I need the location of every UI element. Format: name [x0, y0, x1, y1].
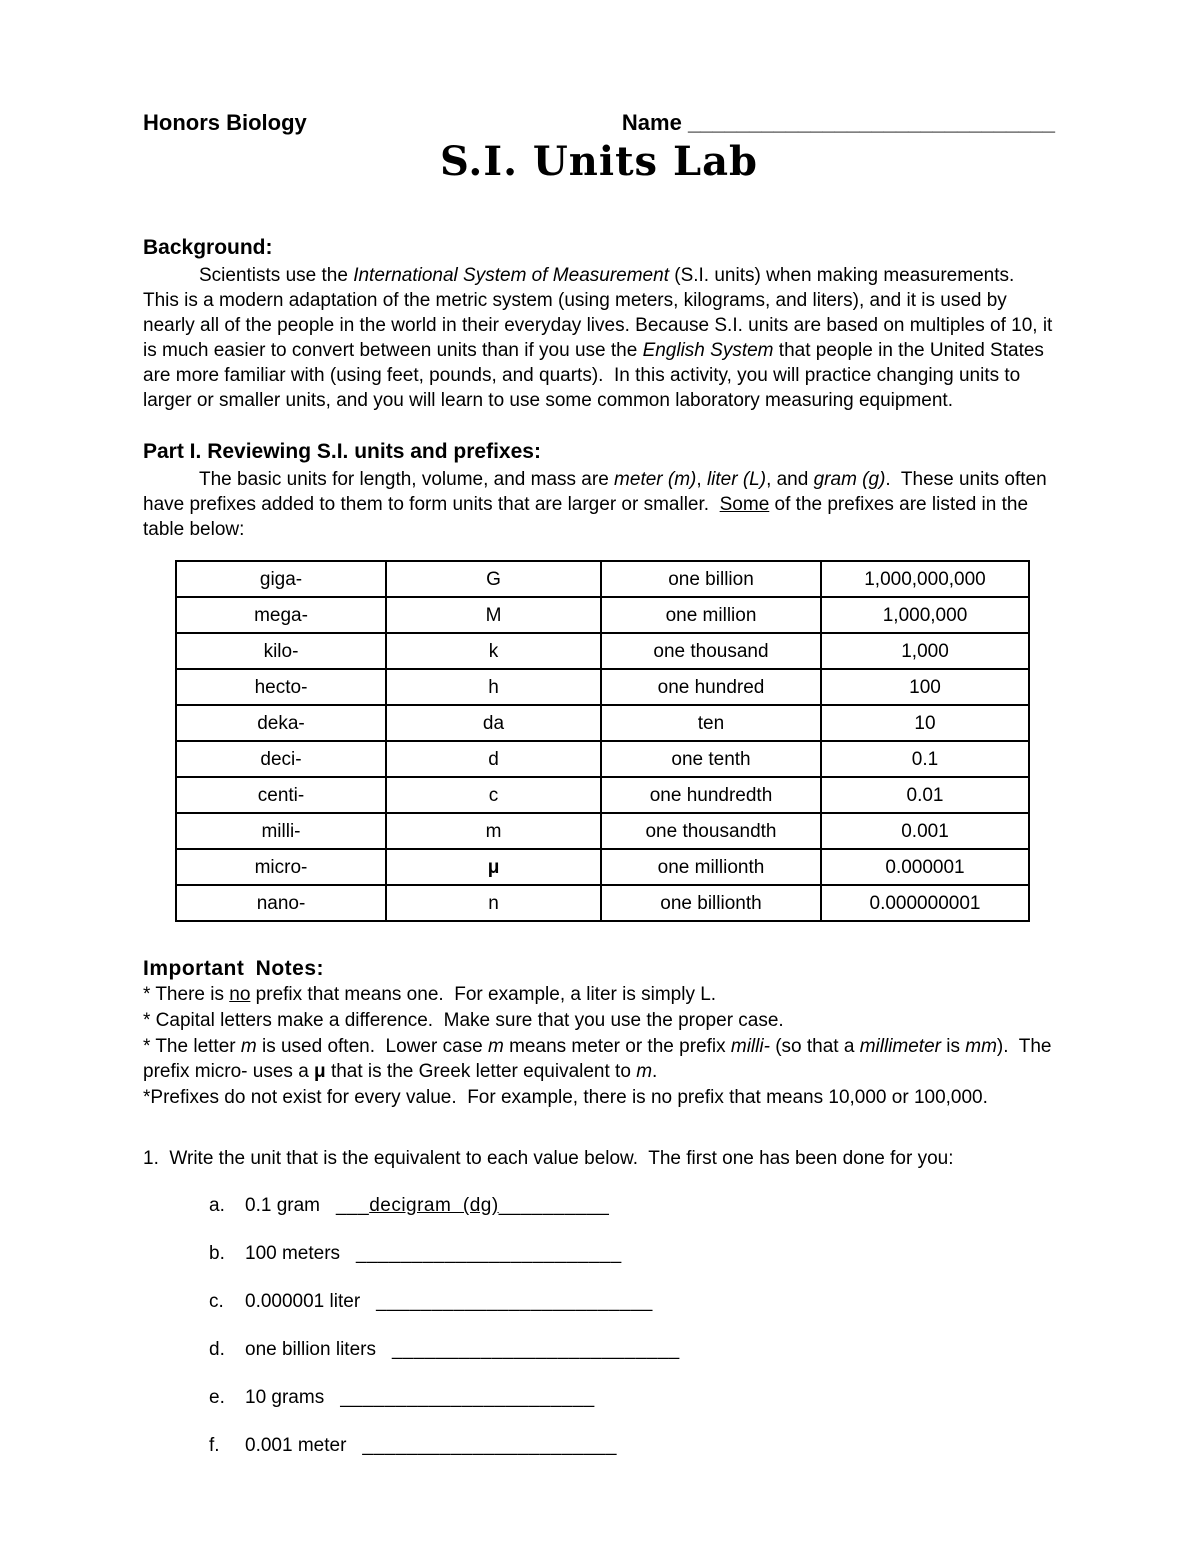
- cell-value: 0.000001: [821, 849, 1029, 885]
- question1-item-f: [143, 1433, 1055, 1458]
- prefix-row-nano: [176, 885, 1029, 921]
- course-label: Honors Biology: [143, 110, 307, 135]
- cell-prefix: nano-: [176, 885, 386, 921]
- prefix-table: [175, 560, 1030, 922]
- note-line-3: * The letter m is used often. Lower case m means meter or the prefix milli- (so that a millimeter is mm). The prefix micro- uses a μ that is the Greek letter equivalent to m.: [143, 1036, 1057, 1082]
- name-blank-line: ______________________________: [687, 110, 1055, 135]
- cell-prefix: deka-: [176, 705, 386, 741]
- cell-prefix: giga-: [176, 561, 386, 597]
- part1-intro-paragraph: The basic units for length, volume, and mass are meter (m), liter (L), and gram (g). These units often have prefixes added to them to form units that are larger or smaller. Some of the prefixes are listed in the table below:: [143, 469, 1052, 540]
- cell-word: one thousand: [601, 633, 821, 669]
- item-letter: f.: [209, 1435, 220, 1456]
- question1-prompt: 1. Write the unit that is the equivalent to each value below. The first one has been done for you:: [143, 1148, 954, 1169]
- item-answer-blank: ___decigram (dg)__________: [335, 1195, 610, 1216]
- note-line-1: * There is no prefix that means one. For example, a liter is simply L.: [143, 984, 717, 1005]
- item-answer-blank: _______________________: [340, 1387, 595, 1408]
- item-value: 100 meters: [245, 1243, 341, 1264]
- item-letter: b.: [209, 1243, 225, 1264]
- item-value: one billion liters: [245, 1339, 376, 1360]
- prefix-row-deka: [176, 705, 1029, 741]
- important-notes-heading: Important Notes:: [143, 957, 324, 980]
- cell-word: ten: [601, 705, 821, 741]
- cell-value: 1,000,000,000: [821, 561, 1029, 597]
- item-answer-blank: _________________________: [376, 1291, 653, 1312]
- question1-item-b: [143, 1241, 1055, 1266]
- prefix-row-milli: [176, 813, 1029, 849]
- prefix-row-hecto: [176, 669, 1029, 705]
- cell-symbol: M: [386, 597, 601, 633]
- page-header: [143, 110, 1055, 135]
- cell-value: 10: [821, 705, 1029, 741]
- prefix-row-micro: [176, 849, 1029, 885]
- cell-word: one hundredth: [601, 777, 821, 813]
- cell-word: one hundred: [601, 669, 821, 705]
- cell-value: 1,000,000: [821, 597, 1029, 633]
- cell-symbol: m: [386, 813, 601, 849]
- cell-value: 0.1: [821, 741, 1029, 777]
- cell-value: 0.000000001: [821, 885, 1029, 921]
- cell-symbol: n: [386, 885, 601, 921]
- cell-symbol: da: [386, 705, 601, 741]
- cell-word: one tenth: [601, 741, 821, 777]
- question1-item-e: [143, 1385, 1055, 1410]
- cell-prefix: hecto-: [176, 669, 386, 705]
- prefix-row-giga: [176, 561, 1029, 597]
- prefix-row-centi: [176, 777, 1029, 813]
- cell-prefix: micro-: [176, 849, 386, 885]
- item-value: 0.001 meter: [245, 1435, 347, 1456]
- cell-prefix: milli-: [176, 813, 386, 849]
- item-letter: a.: [209, 1195, 225, 1216]
- cell-value: 0.001: [821, 813, 1029, 849]
- background-paragraph: Scientists use the International System of Measurement (S.I. units) when making measurements. This is a modern adaptation of the metric system (using meters, kilograms, and liters), and it is used by nearly all of the people in the world in their everyday lives. Because S.I. units are based on multiples of 10, it is much easier to convert between units than if you use the English System that people in the United States are more familiar with (using feet, pounds, and quarts). In this activity, you will practice changing units to larger or smaller units, and you will learn to use some common laboratory measuring equipment.: [143, 265, 1058, 411]
- cell-word: one billionth: [601, 885, 821, 921]
- item-letter: e.: [209, 1387, 225, 1408]
- question1-item-c: [143, 1289, 1055, 1314]
- page-title: S.I. Units Lab: [439, 138, 759, 185]
- cell-word: one million: [601, 597, 821, 633]
- cell-prefix: mega-: [176, 597, 386, 633]
- cell-value: 0.01: [821, 777, 1029, 813]
- cell-symbol: h: [386, 669, 601, 705]
- part1-heading: Part I. Reviewing S.I. units and prefixes:: [143, 440, 541, 463]
- cell-word: one millionth: [601, 849, 821, 885]
- cell-symbol: c: [386, 777, 601, 813]
- cell-symbol: k: [386, 633, 601, 669]
- item-letter: c.: [209, 1291, 224, 1312]
- cell-value: 100: [821, 669, 1029, 705]
- question1-item-a: [143, 1193, 1055, 1218]
- cell-prefix: centi-: [176, 777, 386, 813]
- question1-items: [143, 1193, 1055, 1458]
- prefix-row-deci: [176, 741, 1029, 777]
- cell-word: one billion: [601, 561, 821, 597]
- prefix-row-mega: [176, 597, 1029, 633]
- name-label: Name: [621, 110, 682, 135]
- cell-value: 1,000: [821, 633, 1029, 669]
- item-answer-blank: __________________________: [391, 1339, 680, 1360]
- item-value: 10 grams: [245, 1387, 325, 1408]
- item-answer-blank: ________________________: [356, 1243, 622, 1264]
- cell-symbol: μ: [386, 849, 601, 885]
- cell-prefix: deci-: [176, 741, 386, 777]
- item-answer-blank: _______________________: [362, 1435, 617, 1456]
- item-letter: d.: [209, 1339, 225, 1360]
- cell-prefix: kilo-: [176, 633, 386, 669]
- cell-symbol: d: [386, 741, 601, 777]
- cell-symbol: G: [386, 561, 601, 597]
- background-heading: Background:: [143, 236, 273, 259]
- prefix-row-kilo: [176, 633, 1029, 669]
- note-line-2: * Capital letters make a difference. Make sure that you use the proper case.: [143, 1010, 784, 1031]
- question1-item-d: [143, 1337, 1055, 1362]
- cell-word: one thousandth: [601, 813, 821, 849]
- item-value: 0.000001 liter: [245, 1291, 361, 1312]
- note-line-4: *Prefixes do not exist for every value. For example, there is no prefix that means 10,000 or 100,000.: [143, 1087, 988, 1108]
- item-value: 0.1 gram: [245, 1195, 320, 1216]
- name-area: [622, 110, 1055, 135]
